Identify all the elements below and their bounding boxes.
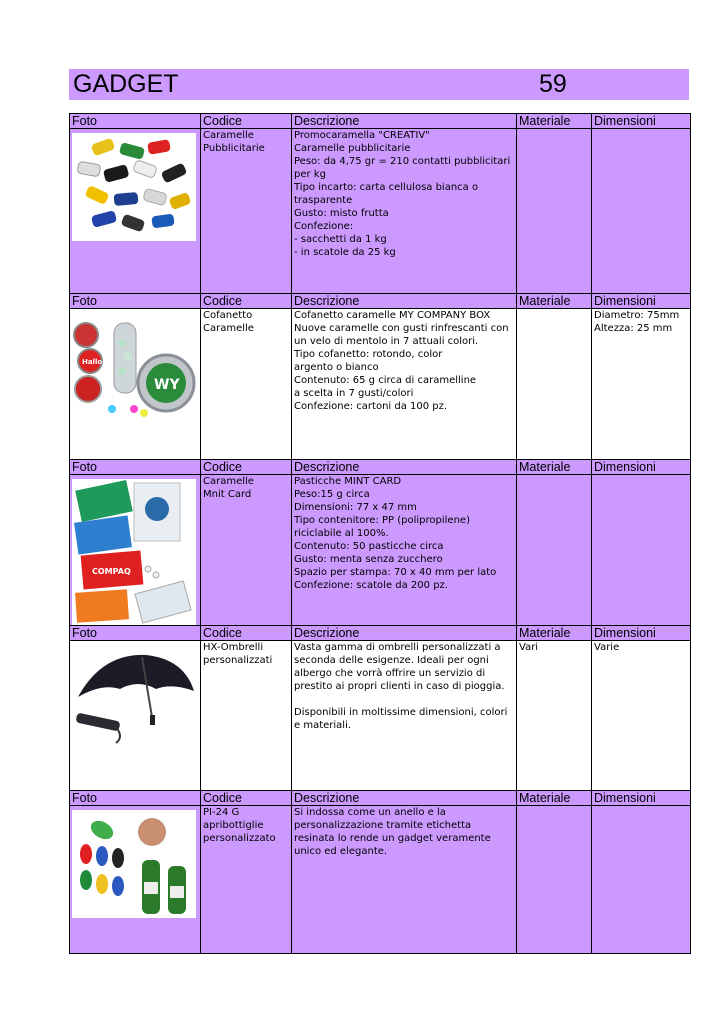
- product-code: Caramelle Mnit Card: [201, 475, 292, 626]
- table-header-row: [70, 626, 691, 641]
- col-codice-header: Codice: [201, 460, 292, 475]
- logo-wordmark: COMPAQ: [92, 567, 131, 576]
- product-table: [69, 113, 691, 954]
- table-header-row: [70, 460, 691, 475]
- col-materiale-header: Materiale: [517, 114, 592, 129]
- product-photo-mint-cards: [72, 479, 196, 625]
- product-description: Cofanetto caramelle MY COMPANY BOX Nuove caramelle con gusti rinfrescanti con un velo di mentolo in 7 attuali colori. Tipo cofanetto: rotondo, color argento o bianco Contenuto: 65 g circa di caramelline a scelta in 7 gusti/colori Confezione: cartoni da 100 pz.: [292, 309, 517, 460]
- col-dimensioni-header: Dimensioni: [592, 114, 691, 129]
- logo-wordmark: WY: [154, 377, 180, 393]
- product-description: Si indossa come un anello e la personalizzazione tramite etichetta resinata lo rende un gadget veramente unico ed elegante.: [292, 806, 517, 954]
- col-materiale-header: Materiale: [517, 460, 592, 475]
- logo-wordmark: Hallo: [82, 358, 103, 366]
- col-materiale-header: Materiale: [517, 791, 592, 806]
- product-dimensions: Diametro: 75mm Altezza: 25 mm: [592, 309, 691, 460]
- page-title: GADGET: [73, 70, 179, 98]
- product-photo-cell: [70, 475, 201, 626]
- col-foto-header: Foto: [70, 460, 201, 475]
- product-dimensions: [592, 806, 691, 954]
- col-codice-header: Codice: [201, 791, 292, 806]
- col-codice-header: Codice: [201, 626, 292, 641]
- col-foto-header: Foto: [70, 114, 201, 129]
- col-materiale-header: Materiale: [517, 294, 592, 309]
- col-foto-header: Foto: [70, 294, 201, 309]
- table-row: [70, 129, 691, 294]
- product-material: [517, 129, 592, 294]
- product-photo-umbrella: [72, 645, 196, 753]
- product-photo-tins: [72, 313, 196, 421]
- product-photo-candies: [72, 133, 196, 241]
- product-dimensions: [592, 475, 691, 626]
- product-description: Vasta gamma di ombrelli personalizzati a seconda delle esigenze. Ideali per ogni albergo che vorrà offrire un servizio di prestito ai propri clienti in caso di pioggia. Disponibili in moltissime dimensioni, colori e materiali.: [292, 641, 517, 791]
- col-dimensioni-header: Dimensioni: [592, 791, 691, 806]
- product-photo-cell: [70, 309, 201, 460]
- col-descrizione-header: Descrizione: [292, 626, 517, 641]
- col-descrizione-header: Descrizione: [292, 460, 517, 475]
- product-photo-cell: [70, 129, 201, 294]
- product-material: Vari: [517, 641, 592, 791]
- col-descrizione-header: Descrizione: [292, 791, 517, 806]
- page-number: 59: [539, 70, 567, 98]
- product-code: Cofanetto Caramelle: [201, 309, 292, 460]
- col-descrizione-header: Descrizione: [292, 294, 517, 309]
- col-dimensioni-header: Dimensioni: [592, 460, 691, 475]
- col-dimensioni-header: Dimensioni: [592, 626, 691, 641]
- table-row: [70, 475, 691, 626]
- product-photo-cell: [70, 806, 201, 954]
- product-photo-bottle-openers: [72, 810, 196, 918]
- product-photo-cell: [70, 641, 201, 791]
- product-material: [517, 806, 592, 954]
- table-header-row: [70, 114, 691, 129]
- product-code: Caramelle Pubblicitarie: [201, 129, 292, 294]
- product-description: Promocaramella "CREATIV" Caramelle pubblicitarie Peso: da 4,75 gr = 210 contatti pubblicitari per kg Tipo incarto: carta cellulosa bianca o trasparente Gusto: misto frutta Confezione: - sacchetti da 1 kg - in scatole da 25 kg: [292, 129, 517, 294]
- table-row: [70, 806, 691, 954]
- product-dimensions: Varie: [592, 641, 691, 791]
- product-description: Pasticche MINT CARD Peso:15 g circa Dimensioni: 77 x 47 mm Tipo contenitore: PP (polipropilene) riciclabile al 100%. Contenuto: 50 pasticche circa Gusto: menta senza zucchero Spazio per stampa: 70 x 40 mm per lato Confezione: scatole da 200 pz.: [292, 475, 517, 626]
- col-descrizione-header: Descrizione: [292, 114, 517, 129]
- product-code: HX-Ombrelli personalizzati: [201, 641, 292, 791]
- table-row: [70, 641, 691, 791]
- col-foto-header: Foto: [70, 791, 201, 806]
- col-codice-header: Codice: [201, 114, 292, 129]
- table-header-row: [70, 791, 691, 806]
- table-row: [70, 309, 691, 460]
- product-material: [517, 309, 592, 460]
- col-dimensioni-header: Dimensioni: [592, 294, 691, 309]
- product-material: [517, 475, 592, 626]
- page-header-banner: [69, 69, 689, 100]
- product-dimensions: [592, 129, 691, 294]
- col-foto-header: Foto: [70, 626, 201, 641]
- col-codice-header: Codice: [201, 294, 292, 309]
- product-code: PI-24 G apribottiglie personalizzato: [201, 806, 292, 954]
- col-materiale-header: Materiale: [517, 626, 592, 641]
- table-header-row: [70, 294, 691, 309]
